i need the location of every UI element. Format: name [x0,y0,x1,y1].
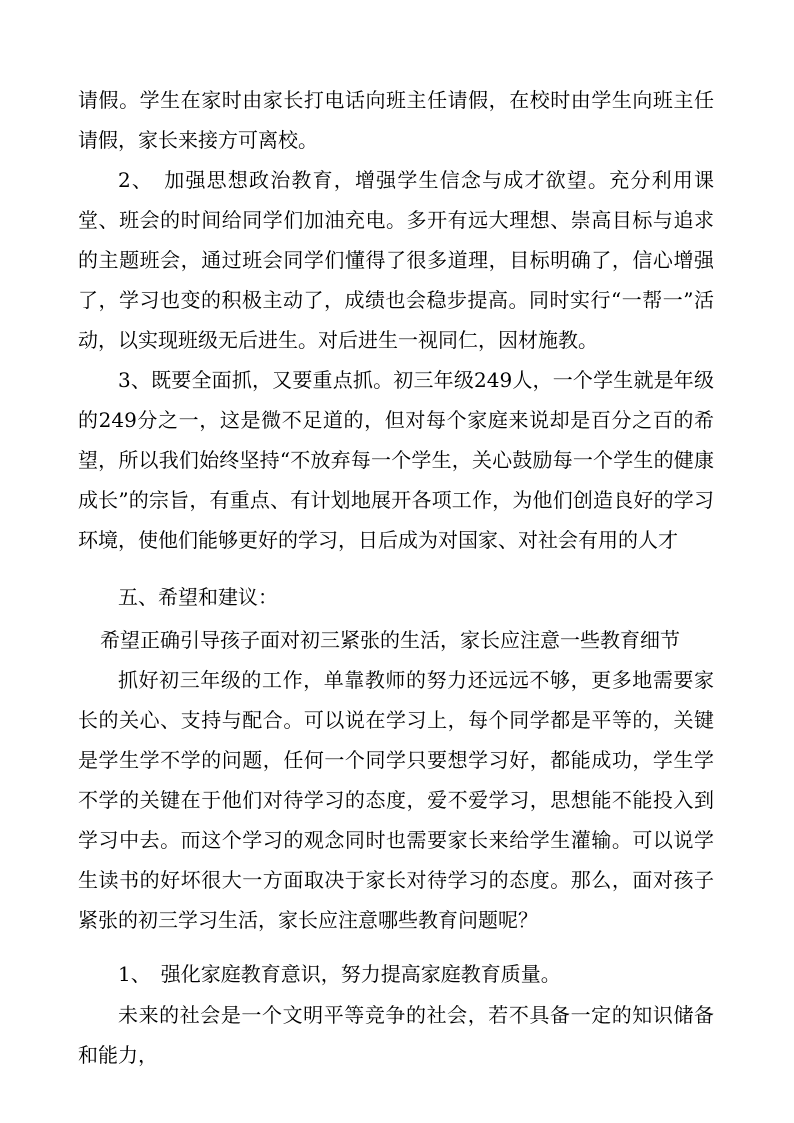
paragraph-item-2: 2、 加强思想政治教育，增强学生信念与成才欲望。充分利用课堂、班会的时间给同学们加油充电。多开有远大理想、崇高目标与追求的主题班会，通过班会同学们懂得了很多道理，目标明确了，信心增强了，学习也变的积极主动了，成绩也会稳步提高。同时实行“一帮一”活动，以实现班级无后进生。对后进生一视同仁，因材施教。 [78,168,714,352]
paragraph-item-1: 1、 强化家庭教育意识，努力提高家庭教育质量。 [118,962,561,986]
paragraph-future-society: 未来的社会是一个文明平等竞争的社会，若不具备一定的知识储备和能力， [78,1003,714,1067]
subheading-guidance: 希望正确引导孩子面对初三紧张的生活，家长应注意一些教育细节 [100,628,680,652]
paragraph-item-3: 3、既要全面抓，又要重点抓。初三年级249人，一个学生就是年级的249分之一，这是微不足道的，但对每个家庭来说却是百分之百的希望，所以我们始终坚持“不放弃每一个学生，关心鼓励每一个学生的健康成长”的宗旨，有重点、有计划地展开各项工作，为他们创造良好的学习环境，使他们能够更好的学习，日后成为对国家、对社会有用的人才 [78,368,714,552]
section-heading-hopes: 五、希望和建议： [118,585,278,609]
paragraph-parents-role: 抓好初三年级的工作，单靠教师的努力还远远不够，更多地需要家长的关心、支持与配合。可以说在学习上，每个同学都是平等的，关键是学生学不学的问题，任何一个同学只要想学习好，都能成功，学生学不学的关键在于他们对待学习的态度，爱不爱学习，思想能不能投入到学习中去。而这个学习的观念同时也需要家长来给学生灌输。可以说学生读书的好坏很大一方面取决于家长对待学习的态度。那么，面对孩子紧张的初三学习生活，家长应注意哪些教育问题呢？ [78,668,714,932]
paragraph-leave-request: 请假。学生在家时由家长打电话向班主任请假，在校时由学生向班主任请假，家长来接方可离校。 [78,88,714,152]
